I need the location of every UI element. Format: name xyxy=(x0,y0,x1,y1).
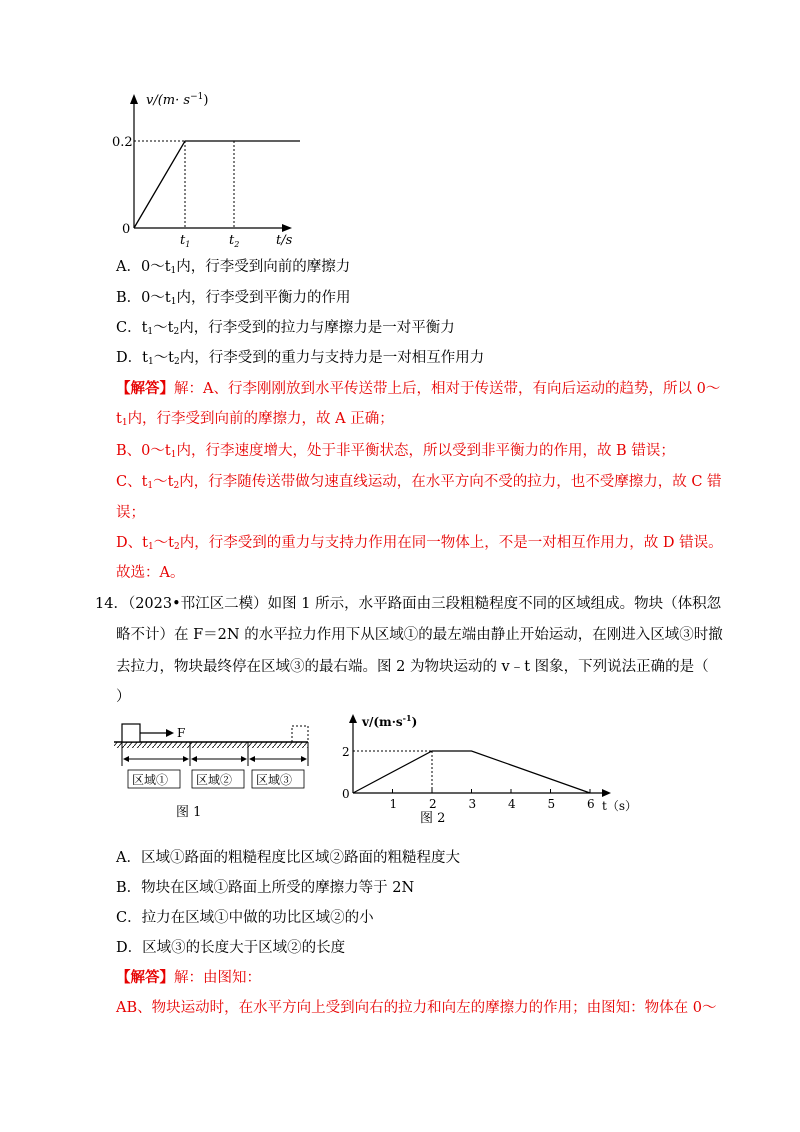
zone2-arrow-left xyxy=(191,756,197,762)
q14-line3: 去拉力，物块最终停在区域③的最右端。图 2 为物块运动的 v﹣t 图象，下列说法正确的是（ xyxy=(116,659,709,675)
zone3-arrow-left xyxy=(249,756,255,762)
chart2-y-arrow xyxy=(349,714,357,723)
chart2-x-tick-label-6: 6 xyxy=(587,797,595,811)
chart1-t2-label: $t_2$ xyxy=(229,233,240,248)
q13-option-a: A．$0\sim t_1$内，行李受到向前的摩擦力 xyxy=(116,259,351,276)
velocity-time-chart-2 xyxy=(340,710,640,830)
chart1-y-arrow xyxy=(130,94,138,104)
chart2-x-tick-label-5: 5 xyxy=(547,797,556,811)
road-hatching xyxy=(114,742,308,748)
zone2-label: 区域② xyxy=(196,773,233,787)
zone1-arrow-right xyxy=(183,756,189,762)
force-label: F xyxy=(177,726,186,740)
answer13-line1: 【解答】解：A、行李刚刚放到水平传送带上后，相对于传送带，有向后运动的趋势，所以 0～ xyxy=(116,380,721,397)
chart2-series-line xyxy=(353,751,590,793)
chart2-y-tick: 2 xyxy=(342,745,350,759)
block-start xyxy=(122,724,140,742)
answer13-line3: B、$0\sim t_1$内，行李速度增大，处于非平衡状态，所以受到非平衡力的作用，故 B 错误； xyxy=(116,443,675,460)
zone3-arrow-right xyxy=(301,756,307,762)
zone1-arrow-left xyxy=(123,756,129,762)
figure2-caption: 图 2 xyxy=(420,811,446,826)
chart1-t1-label: $t_1$ xyxy=(180,233,191,248)
answer13-line2: $t_1$内，行李受到向前的摩擦力，故 A 正确； xyxy=(116,411,394,428)
q14-line2: 略不计）在 F＝2N 的水平拉力作用下从区域①的最左端由静止开始运动，在刚进入区域③时撤 xyxy=(116,627,723,643)
answer13-line5: 误； xyxy=(116,505,145,521)
chart1-x-label: t/s xyxy=(276,233,293,248)
chart1-y-label: $v/(m\cdot s^{-1})$ xyxy=(146,92,209,108)
q14-option-b: B．物块在区域①路面上所受的摩擦力等于 2N xyxy=(116,880,415,896)
answer13-line4: C、$t_1\sim t_2$内，行李随传送带做匀速直线运动，在水平方向不受的拉力，也不受摩擦力，故 C 错 xyxy=(116,474,722,491)
figure1-caption: 图 1 xyxy=(176,805,202,820)
chart2-origin: 0 xyxy=(342,787,350,801)
force-arrow-head xyxy=(166,729,174,737)
q14-line4: ） xyxy=(116,689,131,705)
block-end-dashed xyxy=(292,726,308,742)
chart2-x-tick-label-4: 4 xyxy=(508,797,516,811)
q14-line1: 14．（2023•邗江区二模）如图 1 所示，水平路面由三段粗糙程度不同的区域组成。物块（体积忽 xyxy=(95,596,722,612)
chart2-x-tick-label-3: 3 xyxy=(468,797,477,811)
chart1-origin: 0 xyxy=(122,222,131,237)
q14-option-d: D．区域③的长度大于区域②的长度 xyxy=(116,940,346,956)
answer14-line2: AB、物块运动时，在水平方向上受到向右的拉力和向左的摩擦力的作用；由图知：物体在 0～ xyxy=(116,1000,717,1016)
q13-option-c: C．$t_1\sim t_2$内，行李受到的拉力与摩擦力是一对平衡力 xyxy=(116,320,455,337)
chart2-x-label: t（s） xyxy=(602,799,637,813)
chart1-y-tick: 0.2 xyxy=(112,135,133,150)
chart1-series-line xyxy=(134,141,300,228)
answer14-line1: 【解答】解：由图知： xyxy=(116,969,261,986)
q13-option-b: B．$0\sim t_1$内，行李受到平衡力的作用 xyxy=(116,290,351,307)
velocity-time-chart-1 xyxy=(110,88,310,248)
chart1-x-arrow xyxy=(282,224,292,232)
q14-option-c: C．拉力在区域①中做的功比区域②的小 xyxy=(116,910,374,926)
q14-option-a: A．区域①路面的粗糙程度比区域②路面的粗糙程度大 xyxy=(116,850,460,866)
figure1-road-diagram xyxy=(114,716,334,826)
chart2-x-tick-label-1: 1 xyxy=(389,797,398,811)
answer13-line6: D、$t_1\sim t_2$内，行李受到的重力与支持力作用在同一物体上，不是一对相互作用力，故 D 错误。 xyxy=(116,535,723,552)
chart2-tick-labels xyxy=(390,797,595,811)
zone1-label: 区域① xyxy=(132,773,169,787)
zone2-arrow-right xyxy=(241,756,247,762)
answer13-line7: 故选：A。 xyxy=(116,565,185,581)
chart2-y-label: $v/(m\cdot s^{-1})$ xyxy=(362,713,418,729)
q13-option-d: D．$t_1\sim t_2$内，行李受到的重力与支持力是一对相互作用力 xyxy=(116,350,485,367)
zone3-label: 区域③ xyxy=(256,773,293,787)
chart2-x-tick-label-2: 2 xyxy=(429,797,437,811)
chart2-x-arrow xyxy=(602,789,611,797)
